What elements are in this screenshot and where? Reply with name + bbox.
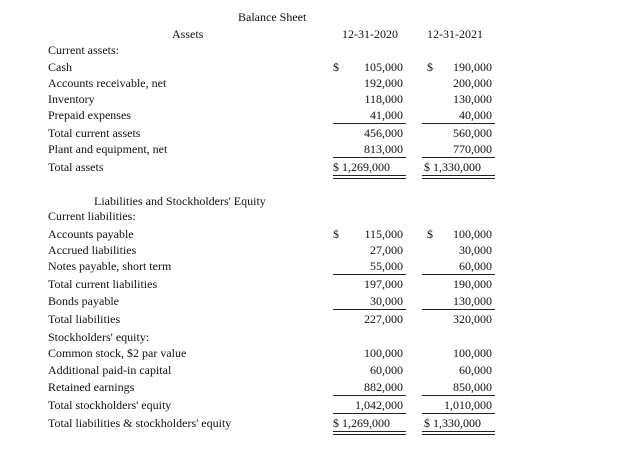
common-stock-2021: 100,000 xyxy=(453,346,492,360)
column-header-2021: 12-31-2021 xyxy=(427,27,483,41)
total-double-rule xyxy=(422,431,495,435)
prepaid-label: Prepaid expenses xyxy=(48,108,131,122)
page-title: Balance Sheet xyxy=(238,10,307,24)
retained-earnings-label: Retained earnings xyxy=(48,380,135,394)
accrued-2020: 27,000 xyxy=(370,243,403,257)
subtotal-rule xyxy=(422,309,495,310)
apic-2020: 60,000 xyxy=(370,363,403,377)
ar-label: Accounts receivable, net xyxy=(48,76,167,90)
total-double-rule xyxy=(333,175,406,179)
ap-2021: 100,000 xyxy=(453,227,492,241)
accrued-2021: 30,000 xyxy=(459,243,492,257)
subtotal-rule xyxy=(333,274,406,275)
cash-label: Cash xyxy=(48,60,72,74)
total-equity-2020: 1,042,000 xyxy=(355,398,403,412)
currency-symbol: $ xyxy=(427,227,433,241)
total-equity-label: Total stockholders' equity xyxy=(48,398,172,412)
subtotal-rule xyxy=(333,123,406,124)
subtotal-rule xyxy=(422,274,495,275)
prepaid-2020: 41,000 xyxy=(370,108,403,122)
subtotal-rule xyxy=(333,395,406,396)
ap-label: Accounts payable xyxy=(48,227,134,241)
total-current-liabilities-2020: 197,000 xyxy=(364,277,403,291)
common-stock-2020: 100,000 xyxy=(364,346,403,360)
total-double-rule xyxy=(333,431,406,435)
total-current-liabilities-label: Total current liabilities xyxy=(48,277,158,291)
cash-2020: 105,000 xyxy=(364,60,403,74)
equity-heading: Stockholders' equity: xyxy=(48,330,150,344)
apic-label: Additional paid-in capital xyxy=(48,363,172,377)
total-liabilities-2020: 227,000 xyxy=(364,312,403,326)
total-equity-2021: 1,010,000 xyxy=(444,398,492,412)
liabilities-header: Liabilities and Stockholders' Equity xyxy=(94,194,266,208)
inventory-2021: 130,000 xyxy=(453,92,492,106)
currency-symbol: $ xyxy=(427,60,433,74)
ppe-label: Plant and equipment, net xyxy=(48,142,168,156)
ar-2021: 200,000 xyxy=(453,76,492,90)
total-current-assets-2021: 560,000 xyxy=(453,126,492,140)
bonds-2021: 130,000 xyxy=(453,294,492,308)
inventory-label: Inventory xyxy=(48,92,95,106)
subtotal-rule xyxy=(333,309,406,310)
common-stock-label: Common stock, $2 par value xyxy=(48,346,187,360)
bonds-label: Bonds payable xyxy=(48,294,119,308)
accrued-label: Accrued liabilities xyxy=(48,243,137,257)
total-le-label: Total liabilities & stockholders' equity xyxy=(48,416,232,430)
subtotal-rule xyxy=(422,157,495,158)
total-current-assets-label: Total current assets xyxy=(48,126,141,140)
subtotal-rule xyxy=(422,123,495,124)
total-double-rule xyxy=(422,175,495,179)
prepaid-2021: 40,000 xyxy=(459,108,492,122)
cash-2021: 190,000 xyxy=(453,60,492,74)
ppe-2020: 813,000 xyxy=(364,142,403,156)
total-assets-2021: $ 1,330,000 xyxy=(424,160,481,174)
subtotal-rule xyxy=(333,413,406,414)
assets-header: Assets xyxy=(172,27,204,41)
total-current-assets-2020: 456,000 xyxy=(364,126,403,140)
subtotal-rule xyxy=(422,413,495,414)
notes-label: Notes payable, short term xyxy=(48,259,172,273)
subtotal-rule xyxy=(422,395,495,396)
total-le-2020: $ 1,269,000 xyxy=(333,416,390,430)
total-current-liabilities-2021: 190,000 xyxy=(453,277,492,291)
notes-2020: 55,000 xyxy=(370,259,403,273)
column-header-2020: 12-31-2020 xyxy=(342,27,398,41)
total-assets-2020: $ 1,269,000 xyxy=(333,160,390,174)
retained-earnings-2020: 882,000 xyxy=(364,380,403,394)
total-assets-label: Total assets xyxy=(48,160,104,174)
ar-2020: 192,000 xyxy=(364,76,403,90)
ap-2020: 115,000 xyxy=(364,227,403,241)
currency-symbol: $ xyxy=(333,227,339,241)
inventory-2020: 118,000 xyxy=(364,92,403,106)
total-liabilities-label: Total liabilities xyxy=(48,312,121,326)
apic-2021: 60,000 xyxy=(459,363,492,377)
notes-2021: 60,000 xyxy=(459,259,492,273)
ppe-2021: 770,000 xyxy=(453,142,492,156)
current-liabilities-heading: Current liabilities: xyxy=(48,209,136,223)
total-liabilities-2021: 320,000 xyxy=(453,312,492,326)
currency-symbol: $ xyxy=(333,60,339,74)
retained-earnings-2021: 850,000 xyxy=(453,380,492,394)
bonds-2020: 30,000 xyxy=(370,294,403,308)
total-le-2021: $ 1,330,000 xyxy=(424,416,481,430)
subtotal-rule xyxy=(333,157,406,158)
current-assets-heading: Current assets: xyxy=(48,43,119,57)
